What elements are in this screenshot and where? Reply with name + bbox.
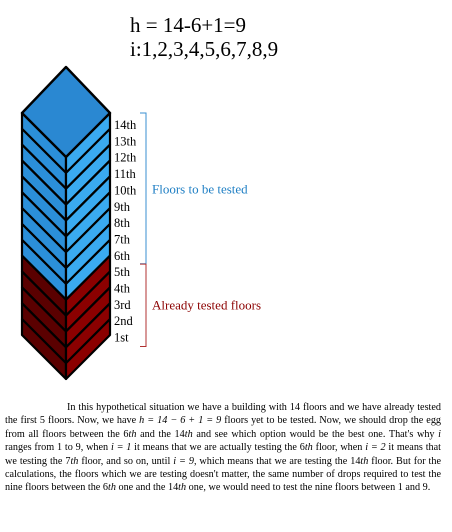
math-h: h = 14 − 6 + 1 = 9	[139, 415, 222, 427]
floor-label: 7th	[114, 232, 130, 247]
building	[22, 67, 110, 379]
floor-label: 12th	[114, 150, 137, 165]
floor-label: 9th	[114, 199, 130, 214]
tested-label: Already tested floors	[152, 297, 262, 313]
floor-groups	[140, 113, 261, 347]
floor-label: 10th	[114, 183, 137, 198]
explanation-paragraph: In this hypothetical situation we have a building with 14 floors and we have already tested the first 5 floors. Now, we have h = 14 − 6 + 1 = 9 floors yet to be tested. Now, we should drop the egg from all floors between the 6th and the 14th and see which option would be the best one. That's why i ranges from 1 to 9, when i = 1 it means that we are actually testing the 6th floor, when i = 2 it means that we testing the 7th floor, and so on, until i = 9, which means that we are testing the 14th floor. But for the calculations, the floors which we are testing doesn't matter, the same number of drops required to test the nine floors between the 6th one and the 14th one, we would need to test the nine floors between 1 and 9.	[5, 402, 442, 494]
floor-label: 8th	[114, 216, 130, 231]
index-range: i:1,2,3,4,5,6,7,8,9	[130, 37, 279, 61]
floor-label: 4th	[114, 281, 130, 296]
to-test-bracket	[140, 113, 146, 264]
floor-labels	[114, 118, 137, 345]
floor-label: 14th	[114, 118, 137, 132]
floor-label: 6th	[114, 248, 130, 263]
to-test-label: Floors to be tested	[152, 181, 248, 197]
floor-label: 3rd	[114, 297, 131, 312]
floor-label: 5th	[114, 265, 130, 280]
floor-label: 13th	[114, 134, 137, 149]
floor-label: 2nd	[114, 314, 133, 329]
tested-bracket	[140, 264, 146, 346]
height-formula: h = 14-6+1=9	[130, 13, 247, 37]
floor-label: 11th	[114, 167, 136, 182]
floor-label: 1st	[114, 330, 129, 345]
